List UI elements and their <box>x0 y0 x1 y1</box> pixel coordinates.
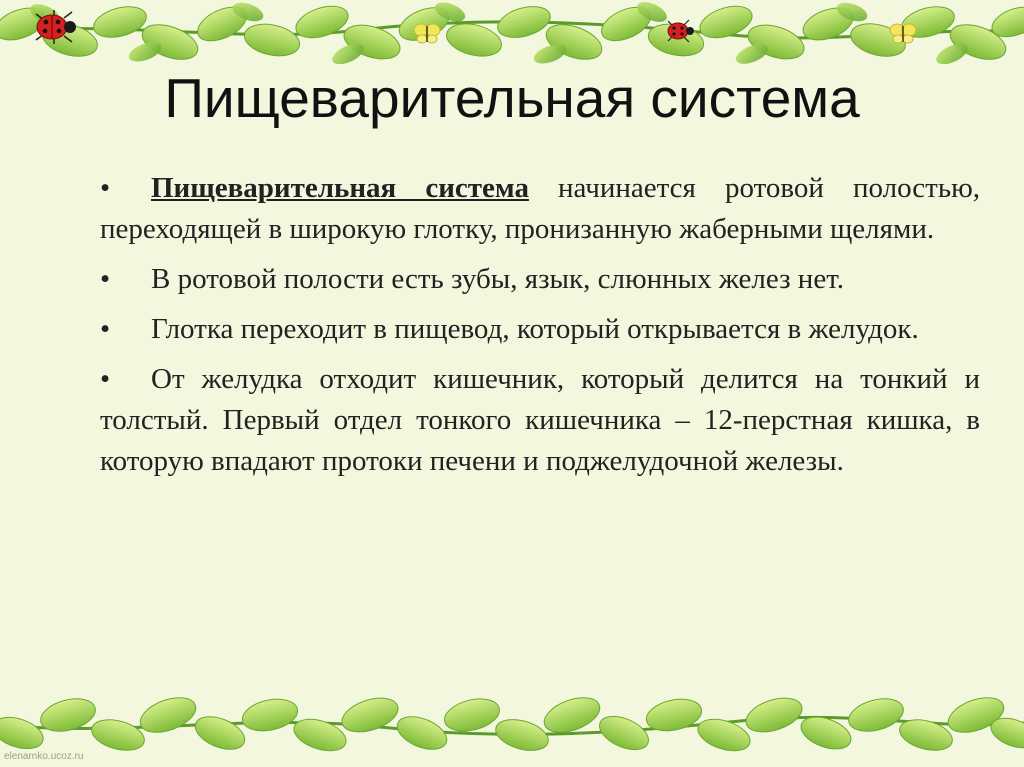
top-leaf-border <box>0 0 1024 64</box>
bottom-leaf-border <box>0 693 1024 757</box>
bullet-paragraph-1 <box>100 168 980 250</box>
source-credit: elenarnko.ucoz.ru <box>4 751 84 762</box>
butterfly-icon <box>412 22 442 46</box>
bullet-marker: • <box>100 363 111 395</box>
bullet-paragraph-4 <box>100 359 980 482</box>
bullet-marker: • <box>100 172 111 204</box>
paragraph-text: От желудка отходит кишечник, который делится на тонкий и толстый. Первый отдел тонкого кишечника – 12-перстная кишка, в которую впадают протоки печени и поджелудочной железы. <box>100 363 980 477</box>
slide-body <box>100 168 980 491</box>
paragraph-text: начинается ротовой полостью, переходящей в широкую глотку, пронизанную жаберными щелями. <box>100 172 980 245</box>
slide-title: Пищеварительная система <box>164 67 860 129</box>
paragraph-text: Глотка переходит в пищевод, который открывается в желудок. <box>151 313 919 345</box>
bullet-marker: • <box>100 313 111 345</box>
ladybug-icon <box>30 8 80 46</box>
butterfly-icon <box>888 22 918 46</box>
ladybug-icon <box>664 18 696 44</box>
paragraph-text: В ротовой полости есть зубы, язык, слюнных желез нет. <box>151 263 844 295</box>
bullet-paragraph-3 <box>100 309 980 350</box>
term-highlight: Пищеварительная система <box>151 172 529 204</box>
bullet-paragraph-2 <box>100 259 980 300</box>
bullet-marker: • <box>100 263 111 295</box>
